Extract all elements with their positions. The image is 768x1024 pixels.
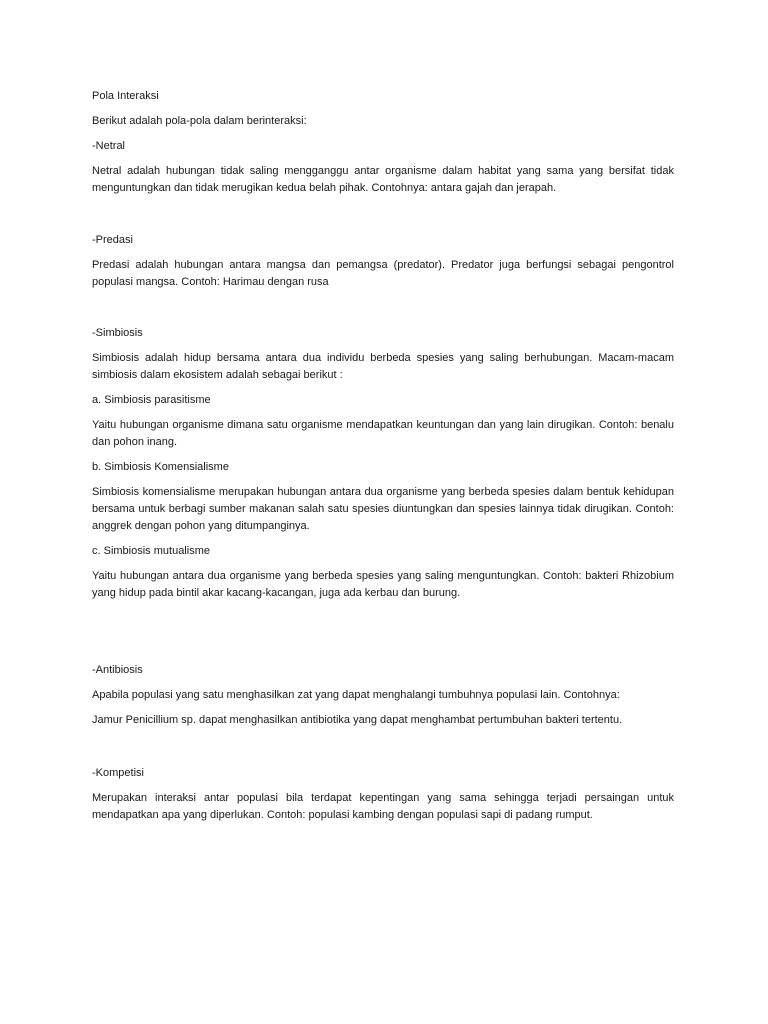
mutualisme-heading: c. Simbiosis mutualisme (92, 545, 210, 557)
document-title: Pola Interaksi (92, 90, 159, 102)
komensialisme-paragraph: Simbiosis komensialisme merupakan hubungan antara dua organisme yang berbeda spesies dalam bentuk kehidupan bersama untuk berbagi sumber makanan salah satu spesies diuntungkan dan spesies lainnya tidak dirugikan. Contoh: anggrek dengan pohon yang ditumpanginya. (92, 486, 674, 532)
predasi-heading: -Predasi (92, 234, 133, 246)
komensialisme-heading: b. Simbiosis Komensialisme (92, 461, 229, 473)
simbiosis-heading: -Simbiosis (92, 327, 143, 339)
mutualisme-paragraph: Yaitu hubungan antara dua organisme yang berbeda spesies yang saling menguntungkan. Contoh: bakteri Rhizobium yang hidup pada bintil akar kacang-kacangan, juga ada kerbau dan burung. (92, 570, 674, 599)
netral-paragraph: Netral adalah hubungan tidak saling mengganggu antar organisme dalam habitat yang sama yang bersifat tidak menguntungkan dan tidak merugikan kedua belah pihak. Contohnya: antara gajah dan jerapah. (92, 165, 674, 194)
parasitisme-heading: a. Simbiosis parasitisme (92, 394, 211, 406)
antibiosis-paragraph-2: Jamur Penicillium sp. dapat menghasilkan antibiotika yang dapat menghambat pertumbuhan bakteri tertentu. (92, 714, 623, 726)
intro-text: Berikut adalah pola-pola dalam berinteraksi: (92, 115, 307, 127)
antibiosis-heading: -Antibiosis (92, 664, 143, 676)
antibiosis-paragraph-1: Apabila populasi yang satu menghasilkan zat yang dapat menghalangi tumbuhnya populasi lain. Contohnya: (92, 689, 620, 701)
simbiosis-paragraph: Simbiosis adalah hidup bersama antara dua individu berbeda spesies yang saling berhubungan. Macam-macam simbiosis dalam ekosistem adalah sebagai berikut : (92, 352, 674, 381)
kompetisi-heading: -Kompetisi (92, 767, 144, 779)
netral-heading: -Netral (92, 140, 126, 152)
predasi-paragraph: Predasi adalah hubungan antara mangsa dan pemangsa (predator). Predator juga berfungsi sebagai pengontrol populasi mangsa. Contoh: Harimau dengan rusa (92, 259, 674, 288)
kompetisi-paragraph: Merupakan interaksi antar populasi bila terdapat kepentingan yang sama sehingga terjadi persaingan untuk mendapatkan apa yang diperlukan. Contoh: populasi kambing dengan populasi sapi di padang rumput. (92, 792, 674, 821)
parasitisme-paragraph: Yaitu hubungan organisme dimana satu organisme mendapatkan keuntungan dan yang lain dirugikan. Contoh: benalu dan pohon inang. (92, 419, 674, 448)
